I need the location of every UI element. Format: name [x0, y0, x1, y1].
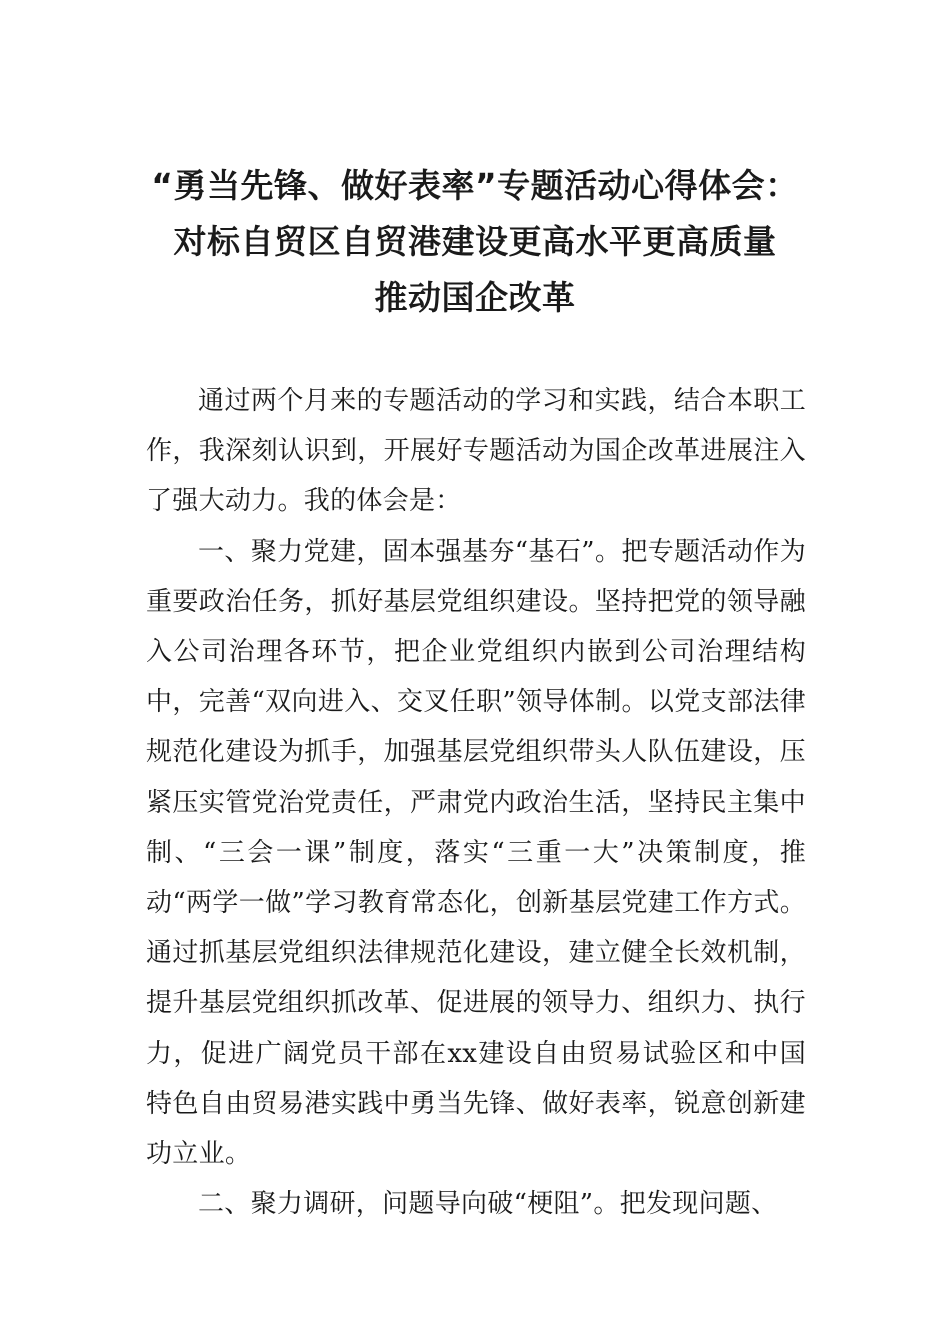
title-line-3: 推动国企改革 — [374, 278, 576, 317]
document-body — [146, 376, 806, 1229]
paragraph-section-2: 二、聚力调研，问题导向破“梗阻”。把发现问题、 — [198, 1189, 778, 1220]
title-line-2: 对标自贸区自贸港建设更高水平更高质量 — [173, 222, 777, 261]
document-title — [110, 158, 840, 326]
paragraph-section-1: 一、聚力党建，固本强基夯“基石”。把专题活动作为重要政治任务，抓好基层党组织建设。坚持把党的领导融入公司治理各环节，把企业党组织内嵌到公司治理结构中，完善“双向进入、交叉任职”领导体制。以党支部法律规范化建设为抓手，加强基层党组织带头人队伍建设，压紧压实管党治党责任，严肃党内政治生活，坚持民主集中制、“三会一课”制度，落实“三重一大”决策制度，推动“两学一做”学习教育常态化，创新基层党建工作方式。通过抓基层党组织法律规范化建设，建立健全长效机制，提升基层党组织抓改革、促进展的领导力、组织力、执行力，促进广阔党员干部在xx建设自由贸易试验区和中国特色自由贸易港实践中勇当先锋、做好表率，锐意创新建功立业。 — [146, 536, 806, 1170]
title-line-1: “勇当先锋、做好表率”专题活动心得体会： — [151, 166, 799, 205]
paragraph-intro: 通过两个月来的专题活动的学习和实践，结合本职工作，我深刻认识到，开展好专题活动为国企改革进展注入了强大动力。我的体会是： — [146, 386, 806, 517]
